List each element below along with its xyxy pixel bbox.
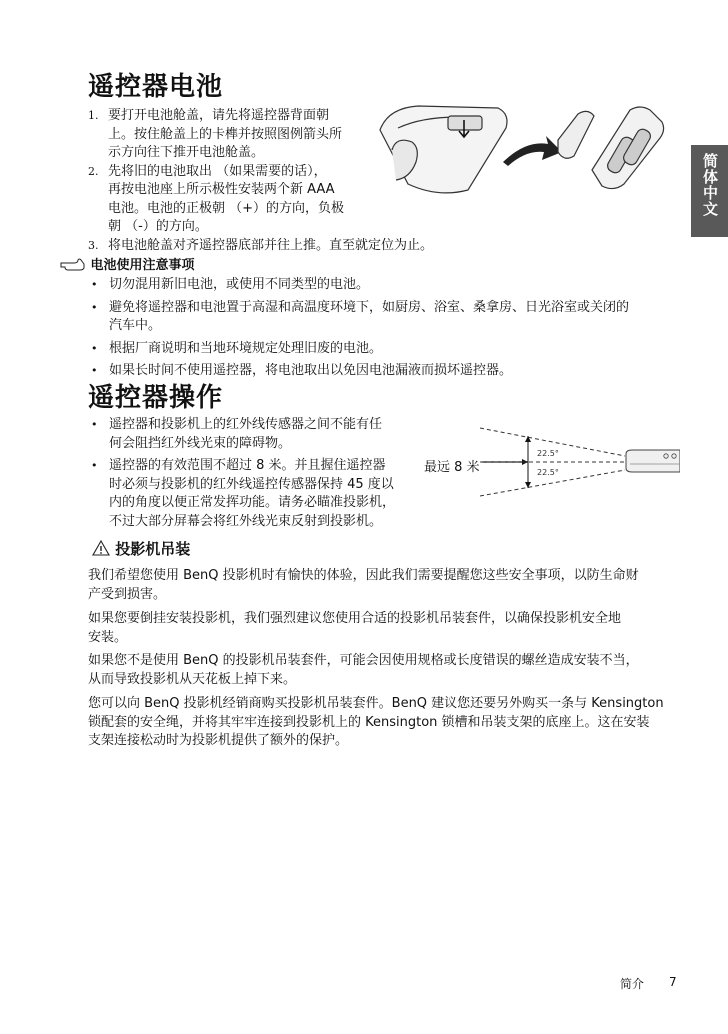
- note-line: • 根据厂商说明和当地环境规定处理旧废的电池。: [109, 340, 383, 356]
- paragraph-line: 您可以向 BenQ 投影机经销商购买投影机吊装套件。BenQ 建议您还要另外购买一条与 Kensington: [88, 696, 664, 711]
- paragraph-line: 安装。: [88, 629, 128, 645]
- remote-battery-illustration: [378, 100, 683, 200]
- warning-triangle-icon: [92, 540, 110, 556]
- remote-back-icon: [380, 106, 507, 193]
- battery-note-list: [90, 276, 680, 385]
- step-line: 电池。电池的正极朝 （+）的方向，负极: [108, 200, 345, 216]
- operation-item: [90, 416, 420, 453]
- paragraph-line: 我们希望您使用 BenQ 投影机时有愉快的体验，因此我们需要提醒您这些安全事项，以防生命财: [88, 568, 639, 583]
- projector-icon: [626, 450, 680, 472]
- language-tab: [691, 145, 728, 237]
- battery-step-3: [88, 237, 528, 256]
- battery-note-title: 电池使用注意事项: [90, 258, 195, 273]
- step-line: 示方向往下推开电池舱盖。: [108, 145, 265, 160]
- paragraph-line: 如果您不是使用 BenQ 的投影机吊装套件，可能会因使用规格或长度错误的螺丝造成安装不当，: [88, 653, 639, 668]
- step-number: 1.: [88, 109, 99, 122]
- operation-line: • 遥控器的有效范围不超过 8 米。并且握住遥控器: [109, 458, 386, 473]
- operation-item: [90, 457, 420, 531]
- note-item: [90, 276, 680, 295]
- operation-section-title: 遥控器操作: [88, 383, 224, 413]
- operation-line: 时必须与投影机的红外线遥控传感器保持 45 度以: [109, 476, 394, 492]
- mount-paragraph-1: [88, 567, 678, 604]
- remote-open-icon: [558, 107, 664, 189]
- battery-note-heading: [60, 254, 195, 273]
- note-item: [90, 299, 680, 336]
- mount-paragraph-4: [88, 695, 678, 751]
- mount-paragraph-2: [88, 610, 678, 647]
- step-line: 先将旧的电池取出 （如果需要的话），: [108, 163, 327, 179]
- mount-section-title: 投影机吊装: [115, 540, 191, 558]
- angle-up-arrow-icon: [525, 436, 531, 442]
- paragraph-line: 锁配套的安全绳，并将其牢牢连接到投影机上的 Kensington 锁槽和吊装支架的底座上。这在安装: [88, 714, 650, 730]
- paragraph-line: 从而导致投影机从天花板上掉下来。: [88, 671, 297, 687]
- note-line: • 避免将遥控器和电池置于高湿和高温度环境下，如厨房、浴室、桑拿房、日光浴室或关闭的: [109, 299, 630, 315]
- operation-list: [90, 416, 420, 535]
- mount-paragraph-3: [88, 652, 678, 689]
- note-line: • 切勿混用新旧电池，或使用不同类型的电池。: [109, 277, 370, 292]
- operation-line: 何会阻挡红外线光束的障碍物。: [109, 435, 292, 451]
- arrow-icon: [503, 136, 562, 166]
- step-line: 将电池舱盖对齐遥控器底部并往上推。直至就定位为止。: [108, 237, 434, 253]
- page-number: 7: [669, 975, 677, 989]
- paragraph-line: 支架连接松动时为投影机提供了额外的保护。: [88, 733, 349, 748]
- step-number: 2.: [88, 164, 99, 178]
- step-line: 上。按住舱盖上的卡榫并按照图例箭头所: [108, 126, 343, 142]
- operation-line: • 遥控器和投影机上的红外线传感器之间不能有任: [109, 417, 383, 432]
- note-item: [90, 340, 680, 359]
- mount-section-heading: [92, 538, 190, 559]
- pointing-hand-icon: [60, 257, 86, 271]
- step-line: 再按电池座上所示极性安装两个新 AAA: [108, 182, 335, 197]
- angle-top-label: 22.5°: [537, 449, 559, 458]
- note-line: • 如果长时间不使用遥控器，将电池取出以免因电池漏液而损坏遥控器。: [109, 363, 513, 378]
- step-line: 朝 （-）的方向。: [108, 219, 208, 234]
- range-label: 最远 8 米: [424, 460, 480, 475]
- angle-bottom-label: 22.5°: [537, 468, 559, 477]
- note-line: 汽车中。: [109, 318, 162, 333]
- paragraph-line: 如果您要倒挂安装投影机，我们强烈建议您使用合适的投影机吊装套件，以确保投影机安全地: [88, 611, 622, 626]
- operation-line: 内的角度以便正常发挥功能。请务必瞄准投影机，: [109, 495, 396, 510]
- paragraph-line: 产受到损害。: [88, 586, 167, 602]
- language-tab-label: 简体中文: [701, 153, 719, 217]
- step-number: 3.: [88, 238, 99, 252]
- step-line: 要打开电池舱盖，请先将遥控器背面朝: [108, 108, 330, 123]
- operation-line: 不过大部分屏幕会将红外线光束反射到投影机。: [109, 513, 383, 529]
- battery-section-title: 遥控器电池: [88, 72, 224, 102]
- ir-range-diagram: [480, 420, 680, 500]
- footer-section-label: 简介: [620, 977, 645, 991]
